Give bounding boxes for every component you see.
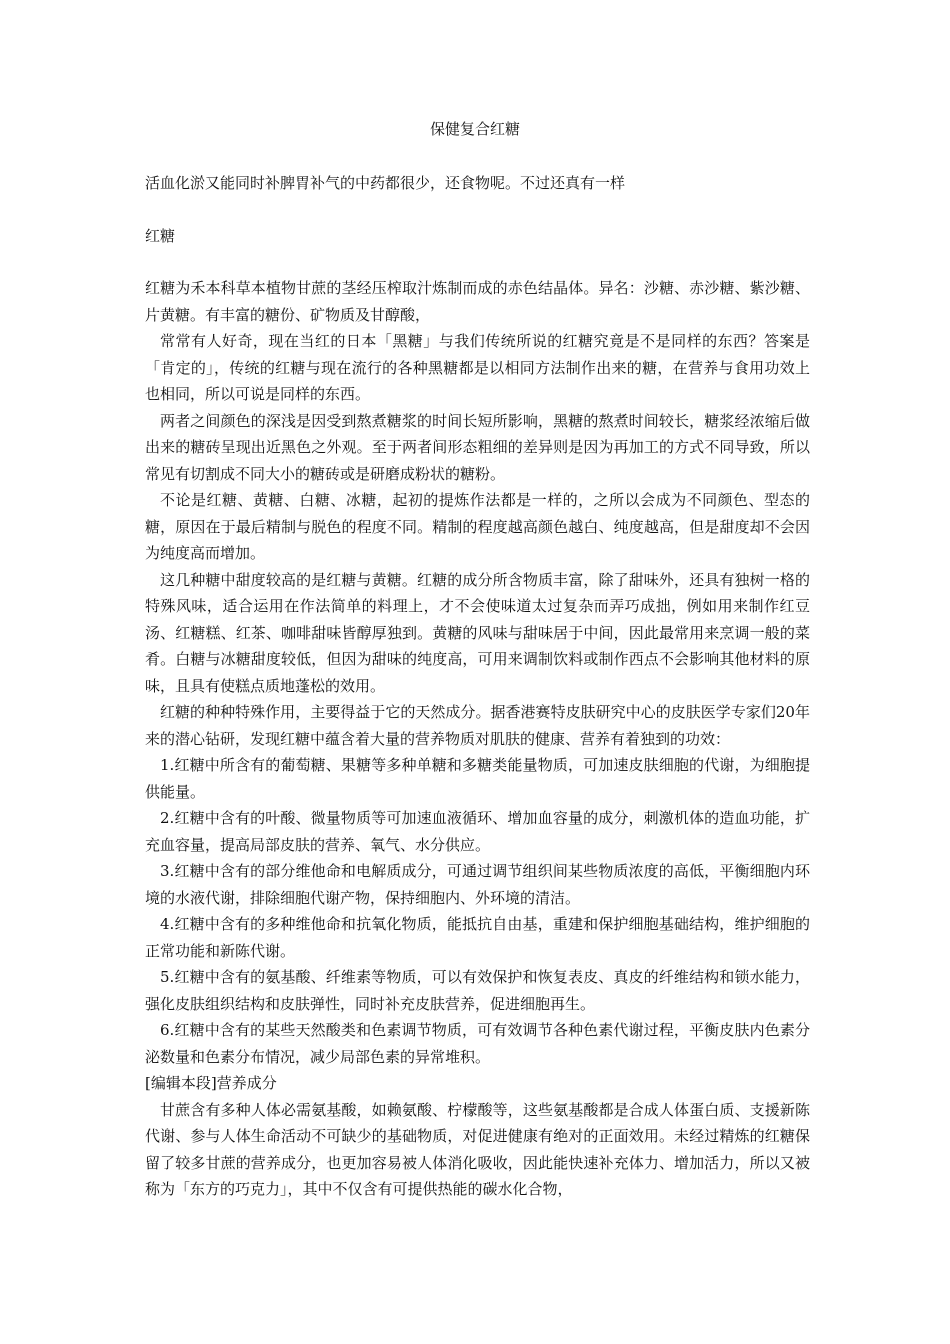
- section-label: 红糖: [145, 227, 176, 245]
- list-item: 3.红糖中含有的部分维他命和电解质成分，可通过调节组织间某些物质浓度的高低，平衡细胞内环境的水液代谢，排除细胞代谢产物，保持细胞内、外环境的清洁。: [145, 862, 810, 907]
- list-item: 4.红糖中含有的多种维他命和抗氧化物质，能抵抗自由基，重建和保护细胞基础结构，维护细胞的正常功能和新陈代谢。: [145, 915, 810, 960]
- list-item: 2.红糖中含有的叶酸、微量物质等可加速血液循环、增加血容量的成分，刺激机体的造血功能，扩充血容量，提高局部皮肤的营养、氧气、水分供应。: [145, 809, 810, 854]
- list-item: 5.红糖中含有的氨基酸、纤维素等物质，可以有效保护和恢复表皮、真皮的纤维结构和锁水能力，强化皮肤组织结构和皮肤弹性，同时补充皮肤营养，促进细胞再生。: [145, 968, 810, 1013]
- paragraph: 红糖为禾本科草本植物甘蔗的茎经压榨取汁炼制而成的赤色结晶体。异名：沙糖、赤沙糖、紫沙糖、片黄糖。有丰富的糖份、矿物质及甘醇酸，: [145, 279, 810, 324]
- document-title: 保健复合红糖: [429, 120, 520, 138]
- document-body: [145, 275, 810, 1203]
- intro-line: 活血化淤又能同时补脾胃补气的中药都很少，还食物呢。不过还真有一样: [145, 174, 626, 192]
- paragraph: 这几种糖中甜度较高的是红糖与黄糖。红糖的成分所含物质丰富，除了甜味外，还具有独树一格的特殊风味，适合运用在作法简单的料理上，才不会使味道太过复杂而弄巧成拙，例如用来制作红豆汤、红糖糕、红茶、咖啡甜味皆醇厚独到。黄糖的风味与甜味居于中间，因此最常用来烹调一般的菜肴。白糖与冰糖甜度较低，但因为甜味的纯度高，可用来调制饮料或制作西点不会影响其他材料的原味，且具有使糕点质地蓬松的效用。: [145, 570, 810, 695]
- edit-section-heading: [编辑本段]营养成分: [145, 1074, 277, 1092]
- paragraph: 不论是红糖、黄糖、白糖、冰糖，起初的提炼作法都是一样的，之所以会成为不同颜色、型态的糖，原因在于最后精制与脱色的程度不同。精制的程度越高颜色越白、纯度越高，但是甜度却不会因为纯度高而增加。: [145, 491, 810, 562]
- paragraph: 常常有人好奇，现在当红的日本「黑糖」与我们传统所说的红糖究竟是不是同样的东西？答案是「肯定的」，传统的红糖与现在流行的各种黑糖都是以相同方法制作出来的糖，在营养与食用功效上也相同，所以可说是同样的东西。: [145, 332, 810, 403]
- paragraph: 红糖的种种特殊作用，主要得益于它的天然成分。据香港赛特皮肤研究中心的皮肤医学专家们20年来的潜心钻研，发现红糖中蕴含着大量的营养物质对肌肤的健康、营养有着独到的功效：: [145, 703, 810, 748]
- list-item: 6.红糖中含有的某些天然酸类和色素调节物质，可有效调节各种色素代谢过程，平衡皮肤内色素分泌数量和色素分布情况，减少局部色素的异常堆积。: [145, 1021, 810, 1066]
- paragraph: 两者之间颜色的深浅是因受到熬煮糖浆的时间长短所影响，黑糖的熬煮时间较长，糖浆经浓缩后做出来的糖砖呈现出近黑色之外观。至于两者间形态粗细的差异则是因为再加工的方式不同导致，所以常见有切割成不同大小的糖砖或是研磨成粉状的糖粉。: [145, 411, 810, 483]
- list-item: 1.红糖中所含有的葡萄糖、果糖等多种单糖和多糖类能量物质，可加速皮肤细胞的代谢，为细胞提供能量。: [145, 756, 810, 801]
- paragraph: 甘蔗含有多种人体必需氨基酸，如赖氨酸、柠檬酸等，这些氨基酸都是合成人体蛋白质、支援新陈代谢、参与人体生命活动不可缺少的基础物质，对促进健康有绝对的正面效用。未经过精炼的红糖保留了较多甘蔗的营养成分，也更加容易被人体消化吸收，因此能快速补充体力、增加活力，所以又被称为「东方的巧克力」，其中不仅含有可提供热能的碳水化合物，: [145, 1100, 810, 1198]
